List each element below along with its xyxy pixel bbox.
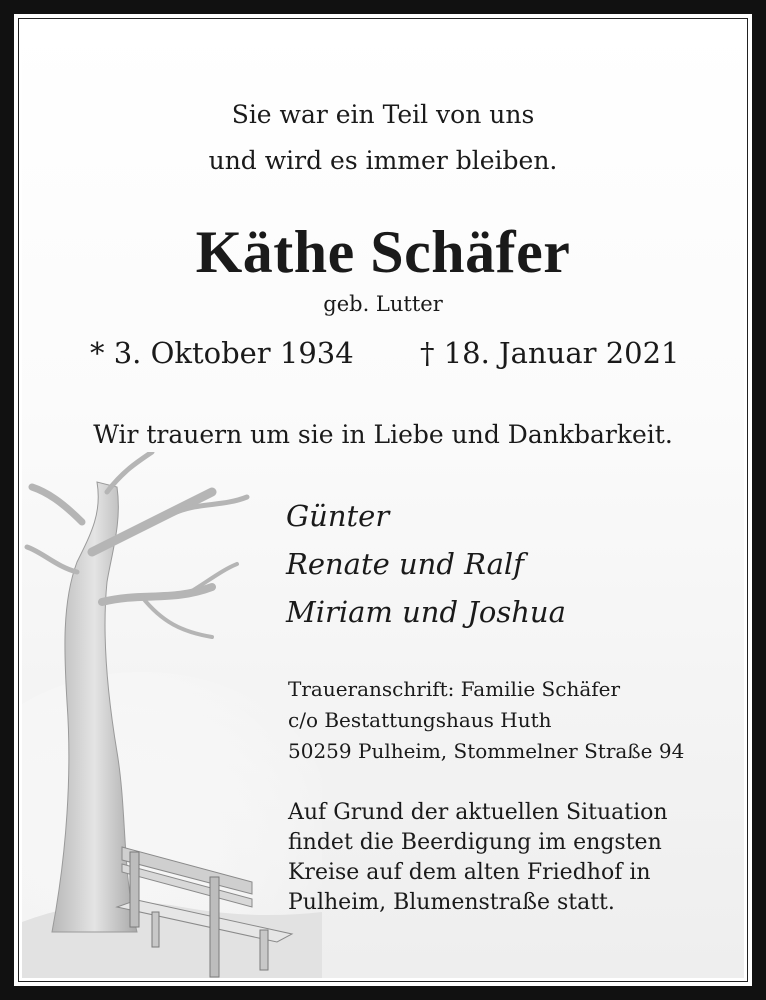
motto-line-1: Sie war ein Teil von uns [231, 100, 535, 129]
birth-name: geb. Lutter [323, 292, 443, 316]
notice-line-4: Pulheim, Blumenstraße statt. [288, 890, 615, 915]
mourner-name: Miriam und Joshua [286, 595, 566, 629]
mourner-name: Günter [286, 499, 390, 533]
address-line-2: c/o Bestattungshaus Huth [288, 708, 552, 732]
notice-line-3: Kreise auf dem alten Friedhof in [288, 860, 651, 885]
mourner-name: Renate und Ralf [286, 547, 524, 581]
motto-line-2: und wird es immer bleiben. [208, 146, 558, 175]
mourning-line: Wir trauern um sie in Liebe und Dankbarkeit. [93, 420, 673, 449]
notice-line-1: Auf Grund der aktuellen Situation [288, 800, 668, 825]
tree-branches [27, 452, 247, 637]
birth-date: * 3. Oktober 1934 [90, 336, 354, 370]
deceased-name: Käthe Schäfer [195, 219, 571, 285]
address-line-3: 50259 Pulheim, Stommelner Straße 94 [288, 739, 685, 763]
death-date: † 18. Januar 2021 [420, 336, 680, 370]
notice-line-2: findet die Beerdigung im engsten [288, 830, 662, 855]
address-line-1: Traueranschrift: Familie Schäfer [288, 677, 621, 701]
obituary-content [22, 22, 744, 978]
obituary-card [14, 14, 752, 986]
tree-and-bench-illustration [22, 452, 322, 978]
